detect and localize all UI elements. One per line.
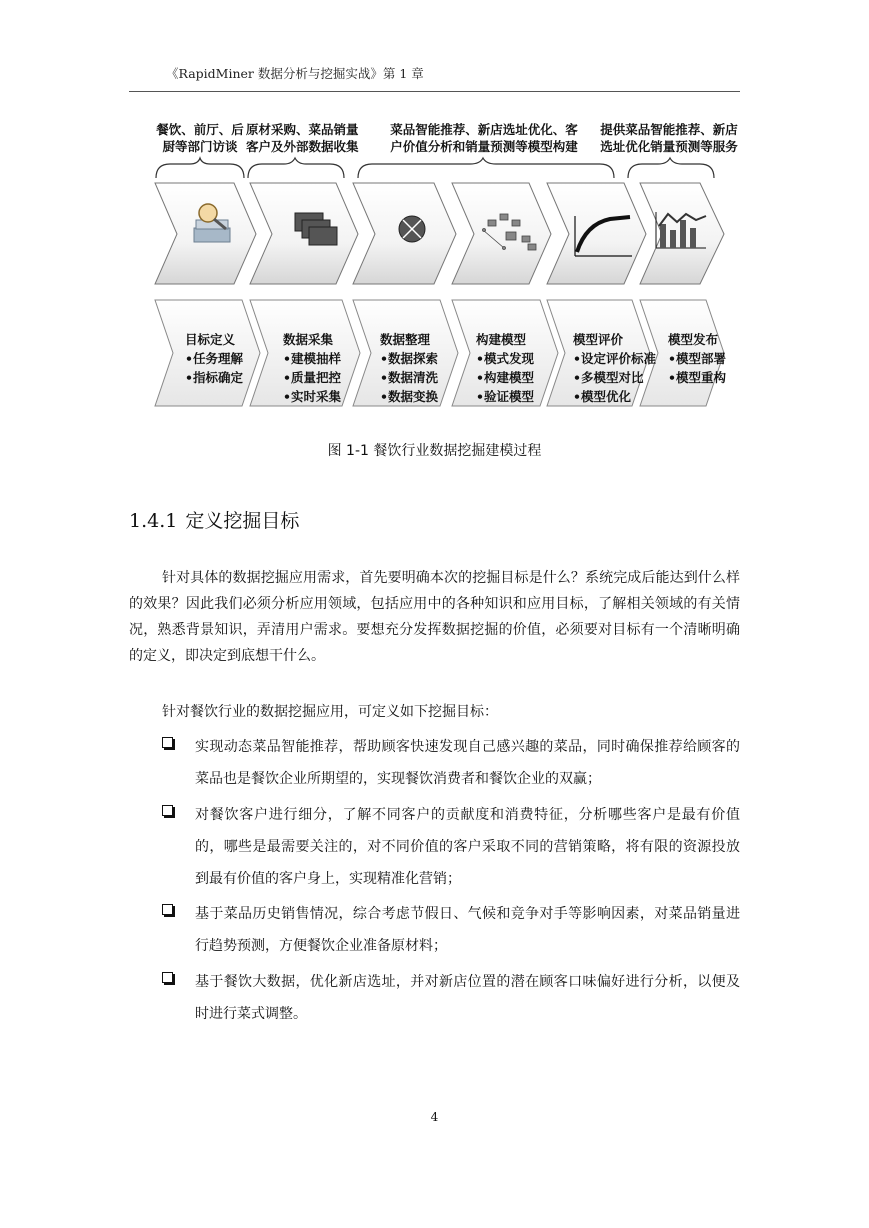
stage-4-title: 构建模型 — [476, 332, 527, 347]
section-title: 定义挖掘目标 — [185, 510, 300, 532]
brace-2 — [248, 158, 344, 178]
stage-6-title: 模型发布 — [668, 332, 719, 347]
stage-4-item-3: •验证模型 — [476, 389, 534, 404]
stage-5-item-3: •模型优化 — [573, 389, 631, 404]
top-label-1-line-2: 厨等部门访谈 — [162, 139, 238, 154]
stage-3-item-2: •数据清洗 — [380, 370, 438, 385]
stage-5-title: 模型评价 — [573, 332, 624, 347]
stage-4-item-2: •构建模型 — [476, 370, 534, 385]
stage-1-item-2: •指标确定 — [185, 370, 243, 385]
list-item-text: 实现动态菜品智能推荐，帮助顾客快速发现自己感兴趣的菜品，同时确保推荐给顾客的菜品也是餐饮企业所期望的，实现餐饮消费者和餐饮企业的双赢； — [195, 739, 740, 787]
list-item — [162, 731, 740, 795]
stage-5-item-1: •设定评价标准 — [573, 351, 656, 366]
checkbox-bullet-icon — [162, 972, 173, 983]
section-heading — [129, 506, 299, 533]
figure-caption: 图 1-1 餐饮行业数据挖掘建模过程 — [327, 443, 542, 459]
top-label-4-line-2: 选址优化销量预测等服务 — [600, 139, 738, 154]
running-header: 《RapidMiner 数据分析与挖掘实战》第 1 章 — [166, 66, 424, 81]
top-label-2 — [246, 121, 359, 155]
stage-1-item-1: •任务理解 — [185, 351, 243, 366]
stage-4-item-1: •模式发现 — [476, 351, 534, 366]
stage-3-title: 数据整理 — [380, 332, 431, 347]
stage-2-title: 数据采集 — [283, 332, 334, 347]
stage-5-item-2: •多模型对比 — [573, 370, 644, 385]
stage-6-item-2: •模型重构 — [668, 370, 726, 385]
process-diagram — [140, 116, 740, 416]
list-item — [162, 966, 740, 1030]
circle-cross-icon — [399, 216, 425, 242]
stage-1-title: 目标定义 — [185, 332, 236, 347]
section-number: 1.4.1 — [129, 510, 178, 532]
stage-2-item-3: •实时采集 — [283, 389, 341, 404]
list-item — [162, 799, 740, 895]
top-label-3 — [384, 121, 584, 155]
top-label-4 — [596, 121, 742, 155]
stage-2-item-2: •质量把控 — [283, 370, 341, 385]
list-item-text: 基于餐饮大数据，优化新店选址，并对新店位置的潜在顾客口味偏好进行分析，以便及时进行菜式调整。 — [195, 974, 740, 1022]
top-label-2-line-2: 客户及外部数据收集 — [246, 139, 359, 154]
list-item — [162, 898, 740, 962]
checkbox-bullet-icon — [162, 904, 173, 915]
paragraph-2: 针对餐饮行业的数据挖掘应用，可定义如下挖掘目标： — [162, 704, 498, 720]
page-number: 4 — [430, 1110, 439, 1124]
stage-6-item-1: •模型部署 — [668, 351, 726, 366]
top-label-1 — [150, 121, 250, 155]
top-label-3-line-1: 菜品智能推荐、新店选址优化、客 — [390, 122, 578, 137]
stage-2-item-1: •建模抽样 — [283, 351, 341, 366]
brace-4 — [628, 158, 714, 178]
brace-1 — [156, 158, 244, 178]
top-label-3-line-2: 户价值分析和销量预测等模型构建 — [390, 139, 578, 154]
header-rule — [129, 91, 740, 92]
chevron-row — [155, 183, 724, 284]
stage-3-item-3: •数据变换 — [380, 389, 438, 404]
chevron-4 — [452, 183, 551, 284]
checkbox-bullet-icon — [162, 805, 173, 816]
stage-3-item-1: •数据探索 — [380, 351, 438, 366]
checkbox-bullet-icon — [162, 737, 173, 748]
list-item-text: 对餐饮客户进行细分，了解不同客户的贡献度和消费特征，分析哪些客户是最有价值的，哪些是最需要关注的，对不同价值的客户采取不同的营销策略，将有限的资源投放到最有价值的客户身上，实现精准化营销； — [195, 807, 740, 887]
chevron-5 — [547, 183, 646, 284]
top-label-2-line-1: 原材采购、菜品销量 — [246, 122, 359, 137]
top-label-1-line-1: 餐饮、前厅、后 — [156, 122, 244, 137]
list-item-text: 基于菜品历史销售情况，综合考虑节假日、气候和竞争对手等影响因素，对菜品销量进行趋势预测，方便餐饮企业准备原材料； — [195, 906, 740, 954]
paragraph-1: 针对具体的数据挖掘应用需求，首先要明确本次的挖掘目标是什么？系统完成后能达到什么样的效果？因此我们必须分析应用领域，包括应用中的各种知识和应用目标，了解相关领域的有关情况，熟悉背景知识，弄清用户需求。要想充分发挥数据挖掘的价值，必须要对目标有一个清晰明确的定义，即决定到底想干什么。 — [129, 570, 740, 664]
top-label-4-line-1: 提供菜品智能推荐、新店 — [600, 122, 738, 137]
brace-3 — [358, 158, 614, 178]
